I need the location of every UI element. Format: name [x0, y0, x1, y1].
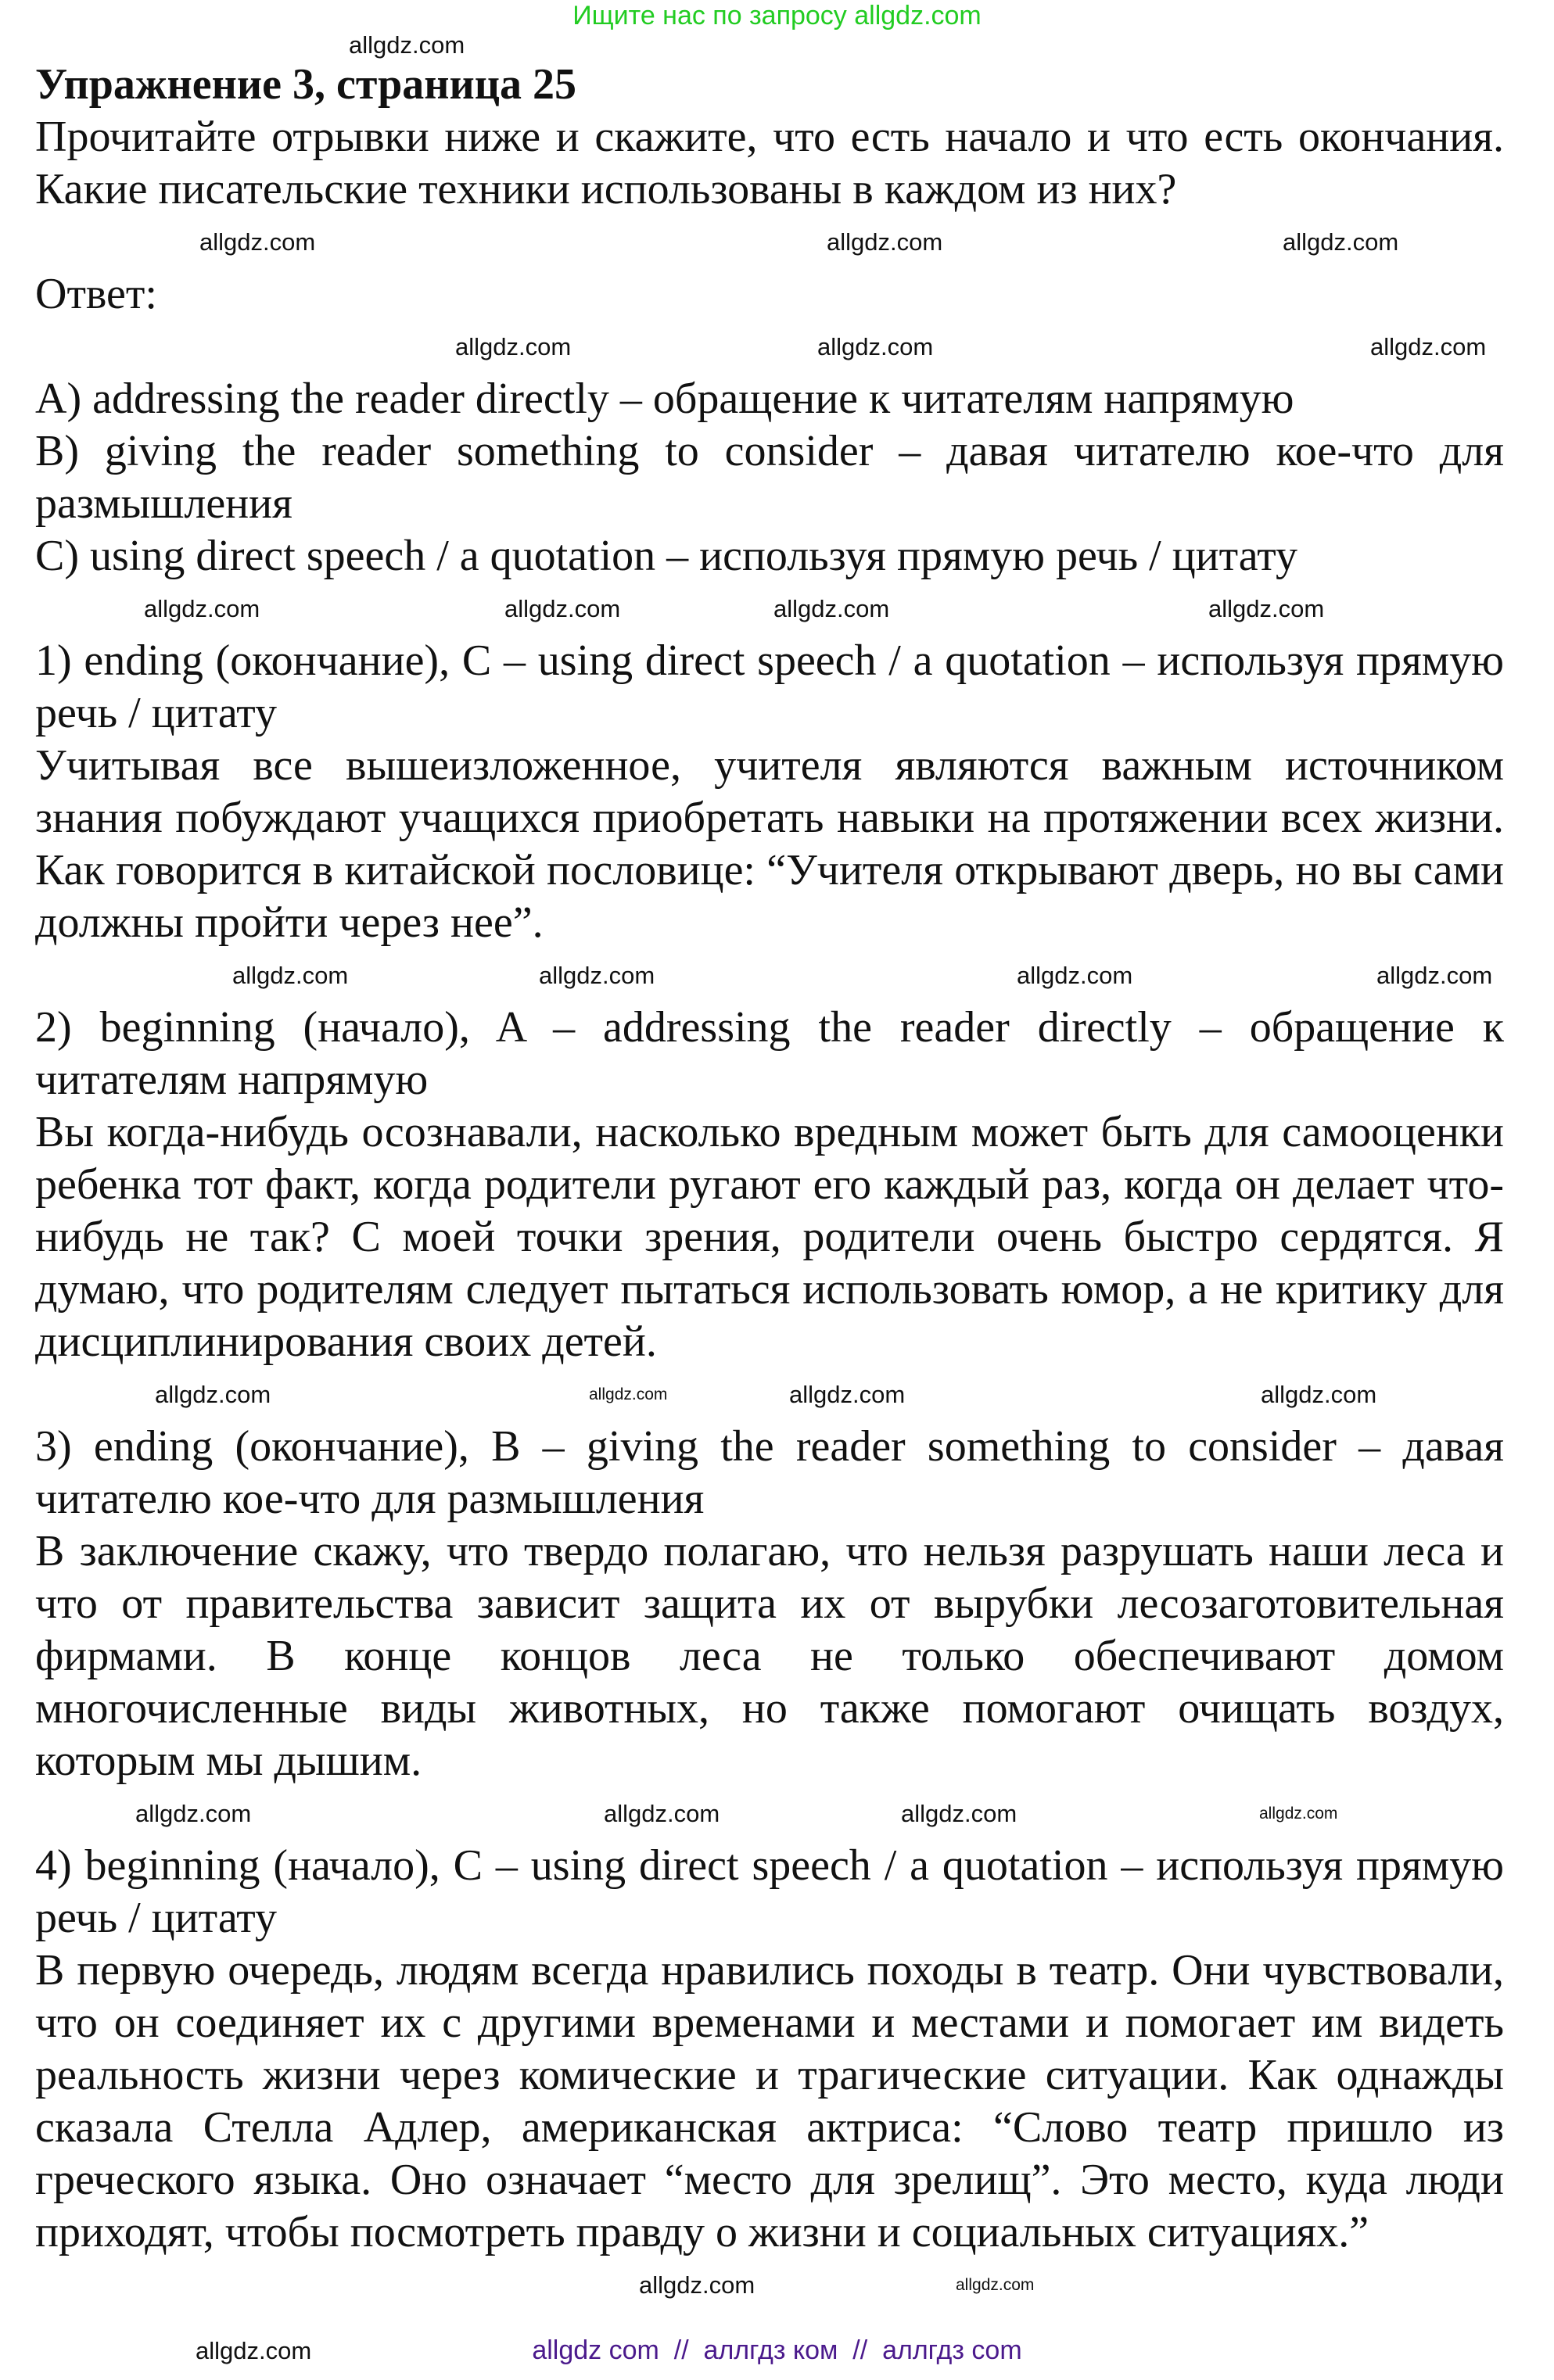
answer-1-text: Учитывая все вышеизложенное, учителя являются важным источником знания побуждают учащихся приобретать навыки на протяжении всех жизни. Как говорится в китайской пословице: “Учителя открывают дверь, но вы сами должны пройти через нее”. [35, 741, 1504, 947]
watermark: allgdz.com [956, 2275, 1035, 2294]
watermark: allgdz.com [135, 1799, 252, 1827]
answer-4-text: В первую очередь, людям всегда нравились походы в театр. Они чувствовали, что он соединяет их с другими временами и местами и помогает им видеть реальность жизни через комические и трагические ситуации. Как однажды сказала Стелла Адлер, американская актриса: “Слово театр пришло из греческого языка. Оно означает “место для зрелищ”. Это место, куда люди приходят, чтобы посмотреть правду о жизни и социальных ситуациях.” [35, 1946, 1504, 2256]
watermark-row [35, 2259, 1504, 2311]
technique-c: C) using direct speech / a quotation – используя прямую речь / цитату [35, 532, 1297, 580]
answer-label: Ответ: [35, 270, 157, 318]
watermark: allgdz.com [789, 1380, 906, 1408]
answer-2-heading: 2) beginning (начало), A – addressing the reader directly – обращение к читателям напрямую [35, 1003, 1504, 1104]
watermark: allgdz.com [1259, 1804, 1338, 1823]
watermark: allgdz.com [144, 594, 260, 622]
page-title: Упражнение 3, страница 25 [35, 60, 577, 109]
exercise-content [35, 59, 1504, 2311]
watermark-row [35, 216, 1504, 268]
watermark: allgdz.com [539, 961, 655, 989]
watermark: allgdz.com [773, 594, 890, 622]
watermark-row [35, 582, 1504, 635]
exercise-question: Прочитайте отрывки ниже и скажите, что есть начало и что есть окончания. Какие писательские техники использованы в каждом из них? [35, 113, 1504, 213]
footer-row [0, 2327, 1554, 2374]
watermark: allgdz.com [901, 1799, 1017, 1827]
watermark-row [35, 949, 1504, 1002]
watermark-row [35, 321, 1504, 373]
watermark: allgdz.com [199, 228, 316, 256]
watermark: allgdz.com [639, 2271, 755, 2299]
watermark: allgdz.com [1370, 332, 1487, 360]
search-banner[interactable]: Ищите нас по запросу allgdz.com [572, 1, 982, 30]
watermark: allgdz.com [1376, 961, 1493, 989]
watermark: allgdz.com [1017, 961, 1133, 989]
watermark: allgdz.com [589, 1385, 668, 1403]
watermark-row [35, 1787, 1504, 1840]
watermark: allgdz.com [1208, 594, 1325, 622]
answer-1-heading: 1) ending (окончание), C – using direct speech / a quotation – используя прямую речь / цитату [35, 636, 1504, 737]
footer-links[interactable]: allgdz com // аллгдз ком // аллгдз com [532, 2335, 1022, 2365]
answer-3-text: В заключение скажу, что твердо полагаю, что нельзя разрушать наши леса и что от правительства зависит защита их от вырубки лесозаготовительная фирмами. В конце концов леса не только обеспечивают домом многочисленные виды животных, но также помогают очищать воздух, которым мы дышим. [35, 1527, 1504, 1785]
watermark: allgdz.com [196, 2337, 312, 2364]
watermark-row [35, 1368, 1504, 1421]
watermark: allgdz.com [232, 961, 349, 989]
watermark: allgdz.com [349, 30, 465, 59]
watermark: allgdz.com [155, 1380, 271, 1408]
technique-a: A) addressing the reader directly – обращение к читателям напрямую [35, 375, 1294, 423]
answer-4-heading: 4) beginning (начало), C – using direct speech / a quotation – используя прямую речь / цитату [35, 1841, 1504, 1942]
watermark: allgdz.com [817, 332, 934, 360]
watermark: allgdz.com [827, 228, 943, 256]
watermark: allgdz.com [1283, 228, 1399, 256]
answer-3-heading: 3) ending (окончание), B – giving the reader something to consider – давая читателю кое-что для размышления [35, 1422, 1504, 1523]
technique-b: B) giving the reader something to consider – давая читателю кое-что для размышления [35, 427, 1504, 528]
watermark: allgdz.com [604, 1799, 720, 1827]
answer-2-text: Вы когда-нибудь осознавали, насколько вредным может быть для самооценки ребенка тот факт, когда родители ругают его каждый раз, когда он делает что-нибудь не так? С моей точки зрения, родители очень быстро сердятся. Я думаю, что родителям следует пытаться использовать юмор, а не критику для дисциплинирования своих детей. [35, 1108, 1504, 1366]
watermark: allgdz.com [455, 332, 572, 360]
watermark: allgdz.com [1261, 1380, 1377, 1408]
watermark: allgdz.com [504, 594, 621, 622]
